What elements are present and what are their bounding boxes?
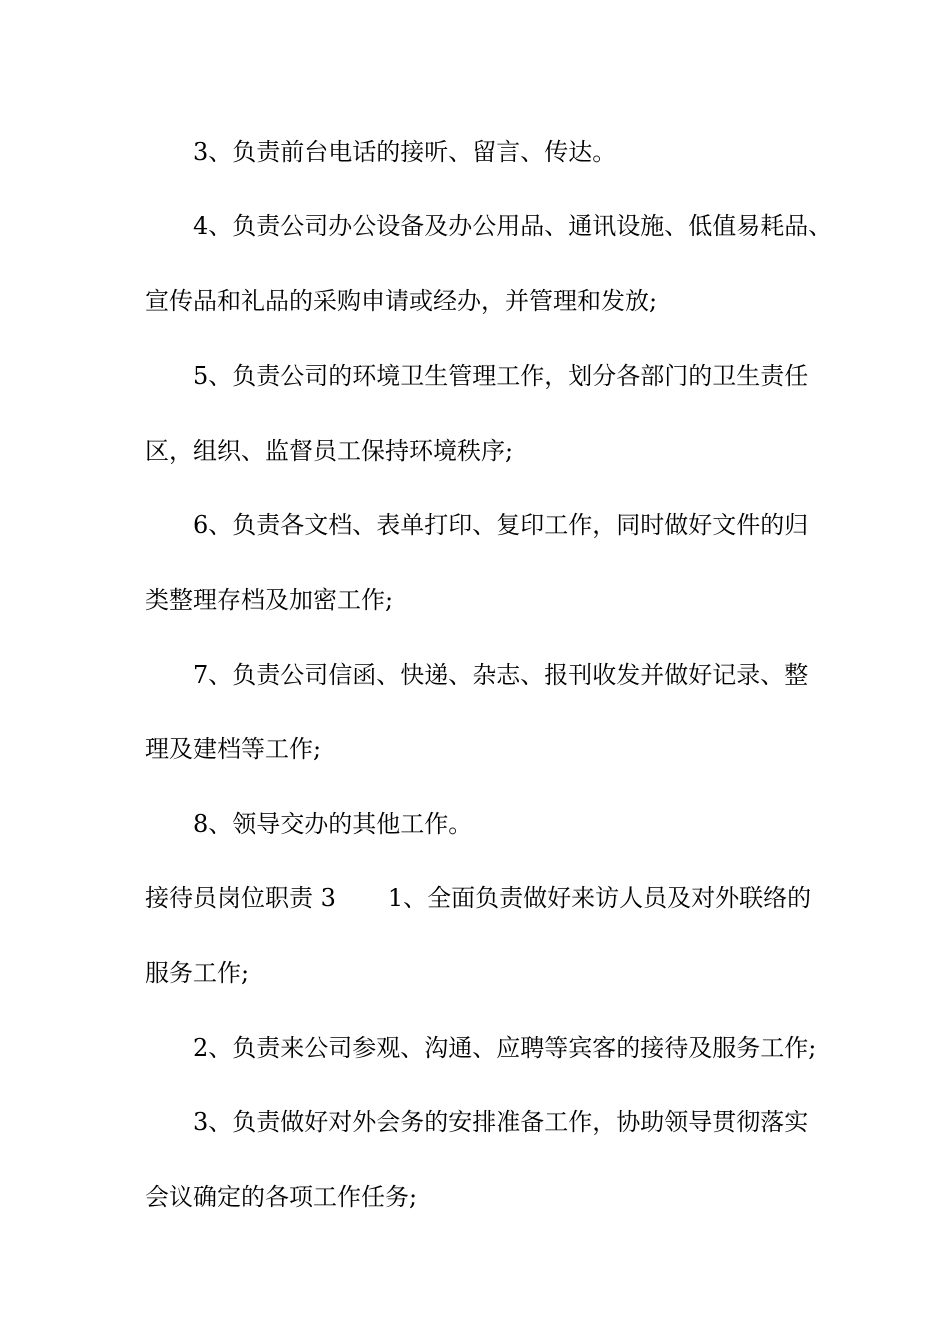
paragraph-line: 5、负责公司的环境卫生管理工作，划分各部门的卫生责任 bbox=[193, 362, 809, 390]
paragraph-line: 3、负责做好对外会务的安排准备工作，协助领导贯彻落实 bbox=[193, 1108, 809, 1136]
paragraph-line: 理及建档等工作; bbox=[145, 735, 322, 763]
section-heading: 接待员岗位职责 3 bbox=[145, 884, 336, 912]
paragraph-line: 6、负责各文档、表单打印、复印工作，同时做好文件的归 bbox=[193, 511, 809, 539]
paragraph-line: 2、负责来公司参观、沟通、应聘等宾客的接待及服务工作; bbox=[193, 1034, 817, 1062]
paragraph-line: 宣传品和礼品的采购申请或经办，并管理和发放; bbox=[145, 287, 658, 315]
paragraph-line: 会议确定的各项工作任务; bbox=[145, 1183, 418, 1211]
paragraph-line: 区，组织、监督员工保持环境秩序; bbox=[145, 437, 514, 465]
paragraph-line: 服务工作; bbox=[145, 959, 250, 987]
paragraph-line: 4、负责公司办公设备及办公用品、通讯设施、低值易耗品、 bbox=[193, 212, 833, 240]
paragraph-line: 类整理存档及加密工作; bbox=[145, 586, 394, 614]
section-first-item: 1、全面负责做好来访人员及对外联络的 bbox=[387, 884, 812, 912]
paragraph-line: 8、领导交办的其他工作。 bbox=[193, 810, 473, 838]
paragraph-line: 3、负责前台电话的接听、留言、传达。 bbox=[193, 138, 617, 166]
paragraph-line: 7、负责公司信函、快递、杂志、报刊收发并做好记录、整 bbox=[193, 661, 809, 689]
section-heading-line bbox=[145, 878, 825, 918]
